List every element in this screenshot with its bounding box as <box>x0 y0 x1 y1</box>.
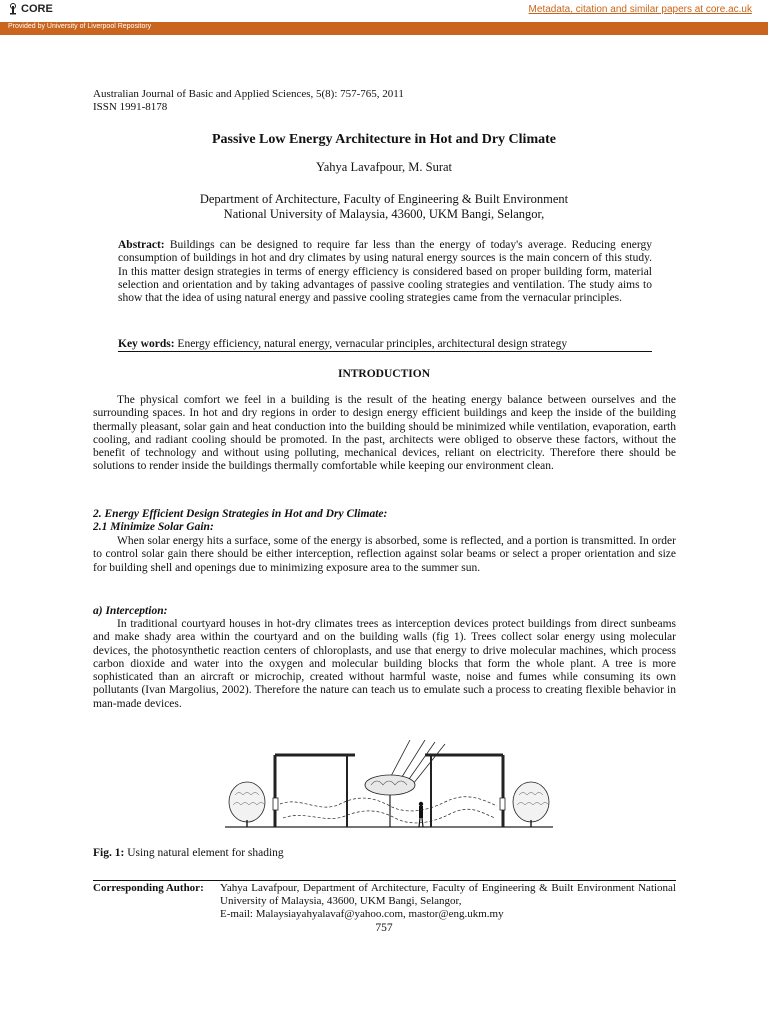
figure-1-label: Fig. 1: <box>93 847 125 859</box>
figure-1-caption <box>93 847 284 859</box>
provider-text: Provided by University of Liverpool Repository <box>8 23 152 30</box>
core-header <box>0 0 768 23</box>
corresponding-author <box>93 880 676 920</box>
airflow-upper <box>280 797 497 811</box>
interception-body <box>93 618 676 711</box>
keywords-label: Key words: <box>118 338 175 350</box>
core-logo[interactable] <box>8 3 53 15</box>
journal-info <box>93 88 404 114</box>
figure-1-illustration <box>225 740 553 832</box>
corresponding-author-details <box>220 882 676 921</box>
section-2-heading: 2. Energy Efficient Design Strategies in Hot and Dry Climate: <box>93 508 388 520</box>
right-tree-canopy <box>513 782 549 822</box>
section-2-1-heading: 2.1 Minimize Solar Gain: <box>93 521 214 533</box>
corresponding-author-text: Yahya Lavafpour, Department of Architecture, Faculty of Engineering & Built Environment National University of Malaysia, 43600, UKM Bangi, Selangor, <box>220 882 676 907</box>
affiliation-line-1: Department of Architecture, Faculty of Engineering & Built Environment <box>199 192 569 206</box>
core-logo-icon <box>8 3 18 15</box>
core-brand: CORE <box>21 3 53 15</box>
journal-citation: Australian Journal of Basic and Applied Sciences, 5(8): 757-765, 2011 <box>93 88 404 100</box>
right-window <box>500 798 505 810</box>
corresponding-author-label: Corresponding Author: <box>93 882 204 894</box>
left-window <box>273 798 278 810</box>
person-body <box>419 806 423 818</box>
keywords-text: Energy efficiency, natural energy, vernacular principles, architectural design strategy <box>177 338 568 350</box>
affiliation <box>0 192 768 222</box>
paper-title: Passive Low Energy Architecture in Hot and Dry Climate <box>211 132 556 147</box>
interception-heading: a) Interception: <box>93 605 168 617</box>
interception-text: In traditional courtyard houses in hot-dry climates trees as interception devices protect buildings from direct sunbeams and make shady area within the courtyard and on the building walls (fig 1). Trees collect solar energy using molecular devices, the photosynthetic reaction centers of chloroplasts, and use that energy to drive molecular machines, which process carbon dioxide and water into the oxygen and molecular building blocks that form the whole plant. A tree is more sophisticated than an aircraft or microchip, created without harmful waste, noise and fumes while consuming its own pollutants (Ivan Margolius, 2002). Therefore the nature can teach us to emulate such a process to creating flexible behavior in man-made devices. <box>93 618 676 710</box>
keywords <box>118 338 652 352</box>
left-tree-canopy <box>229 782 265 822</box>
paper-authors: Yahya Lavafpour, M. Surat <box>315 160 453 174</box>
core-provider-bar <box>0 22 768 35</box>
airflow-lower <box>283 809 495 823</box>
courtyard-tree-canopy <box>365 775 415 795</box>
introduction-heading: INTRODUCTION <box>337 368 430 380</box>
figure-1-caption-text: Using natural element for shading <box>127 847 284 859</box>
introduction-text: The physical comfort we feel in a building is the result of the heating energy balance between ourselves and the surrounding spaces. In hot and dry regions in order to design energy efficient buildings and keep the inside of the building thermally pleasant, solar gain and heat conduction into the building should be minimized while ventilation, evaporation, earth cooling, and radiant cooling should be promoted. In the past, architects were obliged to observe these factors, without the benefit of technology and without using polluting, mechanical devices, reliant on electricity. Therefore there should be solutions to render inside the buildings thermally comfortable while keeping our environment clean. <box>93 394 676 473</box>
corresponding-author-email: E-mail: Malaysiayahyalavaf@yahoo.com, mastor@eng.ukm.my <box>220 908 504 920</box>
abstract-text: Buildings can be designed to require far less than the energy of today's average. Reducing energy consumption of buildings in hot and dry climates by using natural energy sources is the main concern of this study. In this matter design strategies in terms of energy efficiency is considered based on proper building form, material selection and orientation and by taking advantages of passive cooling strategies and ventilation. The study aims to show that the idea of using natural energy and passive cooling strategies came from the vernacular principles. <box>118 239 653 305</box>
metadata-link[interactable]: Metadata, citation and similar papers at core.ac.uk <box>528 4 752 15</box>
page-number: 757 <box>375 922 393 934</box>
section-2-1-text: When solar energy hits a surface, some of the energy is absorbed, some is reflected, and a portion is transmitted. In order to control solar gain there should be either interception, reflection against solar beams or select a proper orientation and size for building shell and openings due to minimizing exposure area to the summer sun. <box>93 535 676 574</box>
sun-ray-3 <box>390 740 410 778</box>
abstract-label: Abstract: <box>118 239 165 251</box>
journal-issn: ISSN 1991-8178 <box>93 101 168 113</box>
affiliation-line-2: National University of Malaysia, 43600, UKM Bangi, Selangor, <box>223 207 545 221</box>
section-2-1-body <box>93 535 676 575</box>
abstract <box>118 239 652 305</box>
person-head <box>419 802 423 806</box>
introduction-body <box>93 394 676 474</box>
